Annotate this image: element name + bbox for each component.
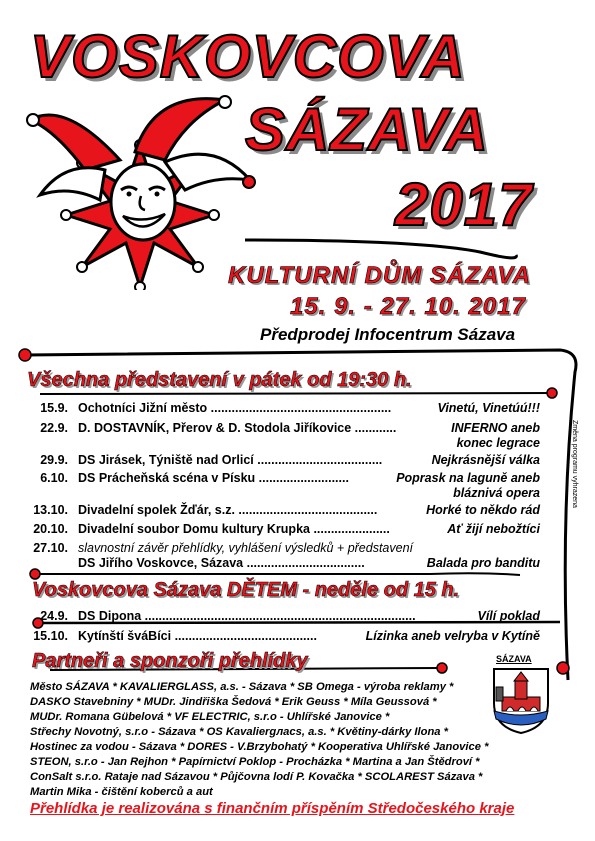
row-play: Nejkrásnější válka [431, 453, 540, 467]
row-date: 20.10. [33, 522, 68, 536]
row-play: Lízinka aneb velryba v Kytíně [365, 629, 540, 643]
row-play-cont: konec legrace [456, 436, 540, 450]
sazava-crest-icon [492, 667, 550, 735]
row-ensemble: Ochotníci Jižní město .................................................... [78, 401, 392, 415]
row-date: 6.10. [40, 471, 68, 485]
row-play: Vinetú, Vinetúú!!! [437, 401, 540, 415]
row-play: Poprask na laguně aneb [396, 471, 540, 485]
row-ensemble-cont: DS Jiřího Voskovce, Sázava .................................. [78, 556, 365, 570]
row-date: 13.10. [33, 503, 68, 517]
sponsor-line: DASKO Stavebniny * MUDr. Jindřiška Šedová * Erik Geuss * Míla Geussová * [30, 696, 437, 708]
row-date: 22.9. [40, 421, 68, 435]
sponsor-line: Střechy Novotný, s.r.o - Sázava * OS Kavaliergласs, a.s. * Květiny-dárky Ilona * [30, 726, 448, 738]
row-date: 29.9. [40, 453, 68, 467]
row-ensemble: DS Dipona .............................................................................. [78, 609, 416, 623]
sponsors-heading: Partneři a sponzoři přehlídky [32, 650, 308, 672]
title-year: 2017 [395, 171, 533, 238]
row-ensemble: slavnostní závěr přehlídky, vyhlášení výsledků + představení [78, 541, 414, 555]
friday-heading: Všechna představení v pátek od 19:30 h. [27, 369, 412, 391]
row-ensemble: Divadelní soubor Domu kultury Krupka ...................... [78, 522, 390, 536]
crest-label: SÁZAVA [496, 654, 532, 664]
presale-info: Předprodej Infocentrum Sázava [260, 325, 516, 344]
row-ensemble: DS Prácheňská scéna v Písku .......................... [78, 471, 349, 485]
row-play-cont: bláznivá opera [453, 486, 540, 500]
row-date: 24.9. [40, 609, 68, 623]
sponsor-line: Hostinec za vodou - Sázava * DORES - V.Brzybohatý * Kooperativa Uhlířské Janovice * [30, 741, 489, 753]
row-play: INFERNO aneb [451, 421, 540, 435]
row-date: 15.9. [40, 401, 68, 415]
venue: KULTURNÍ DŮM SÁZAVA [228, 262, 531, 289]
sponsor-line: ConSalt s.r.o. Rataje nad Sázavou * Půjčovna lodí P. Kovačka * SCOLAREST Sázava * [30, 771, 483, 783]
row-ensemble: DS Jirásek, Týniště nad Orlicí .................................... [78, 453, 383, 467]
title-line-2: SÁZAVA [245, 96, 489, 163]
row-play: Balada pro banditu [426, 556, 540, 570]
row-play: Horké to někdo rád [426, 503, 540, 517]
row-ensemble: D. DOSTAVNÍK, Přerov & D. Stodola Jiříkovice ............ [78, 421, 397, 435]
sponsor-line: MUDr. Romana Gübelová * VF ELECTRIC, s.r.o - Uhlířské Janovice * [30, 711, 390, 723]
sponsor-line: Martin Mika - čištění koberců a aut [30, 786, 213, 798]
sponsor-line: STEON, s.r.o - Jan Rejhon * Papírnictví Poklop - Procházka * Martina a Jan Štědroví * [30, 756, 480, 768]
row-play: Ať žijí nebožtíci [447, 522, 540, 536]
kids-heading: Voskovcova Sázava DĚTEM - neděle od 15 h. [32, 579, 460, 601]
row-play: Vílí poklad [477, 609, 540, 623]
footer-funding-note: Přehlídka je realizována s finančním příspěním Středočeského kraje [30, 800, 515, 817]
row-ensemble: Kytínští šváBíci ......................................... [78, 629, 317, 643]
row-ensemble: Divadelní spolek Žďár, s.z. ........................................ [78, 503, 378, 517]
row-date: 15.10. [33, 629, 68, 643]
festival-dates: 15. 9. - 27. 10. 2017 [290, 293, 526, 320]
row-date: 27.10. [33, 541, 68, 555]
sponsor-line: Město SÁZAVA * KAVALIERGLASS, a.s. - Sázava * SB Omega - výroba reklamy * [30, 681, 454, 693]
title-line-1: VOSKOVCOVA [30, 23, 466, 90]
side-note: Změna programu vyhrazena [571, 420, 578, 508]
jester-illustration [25, 90, 260, 290]
